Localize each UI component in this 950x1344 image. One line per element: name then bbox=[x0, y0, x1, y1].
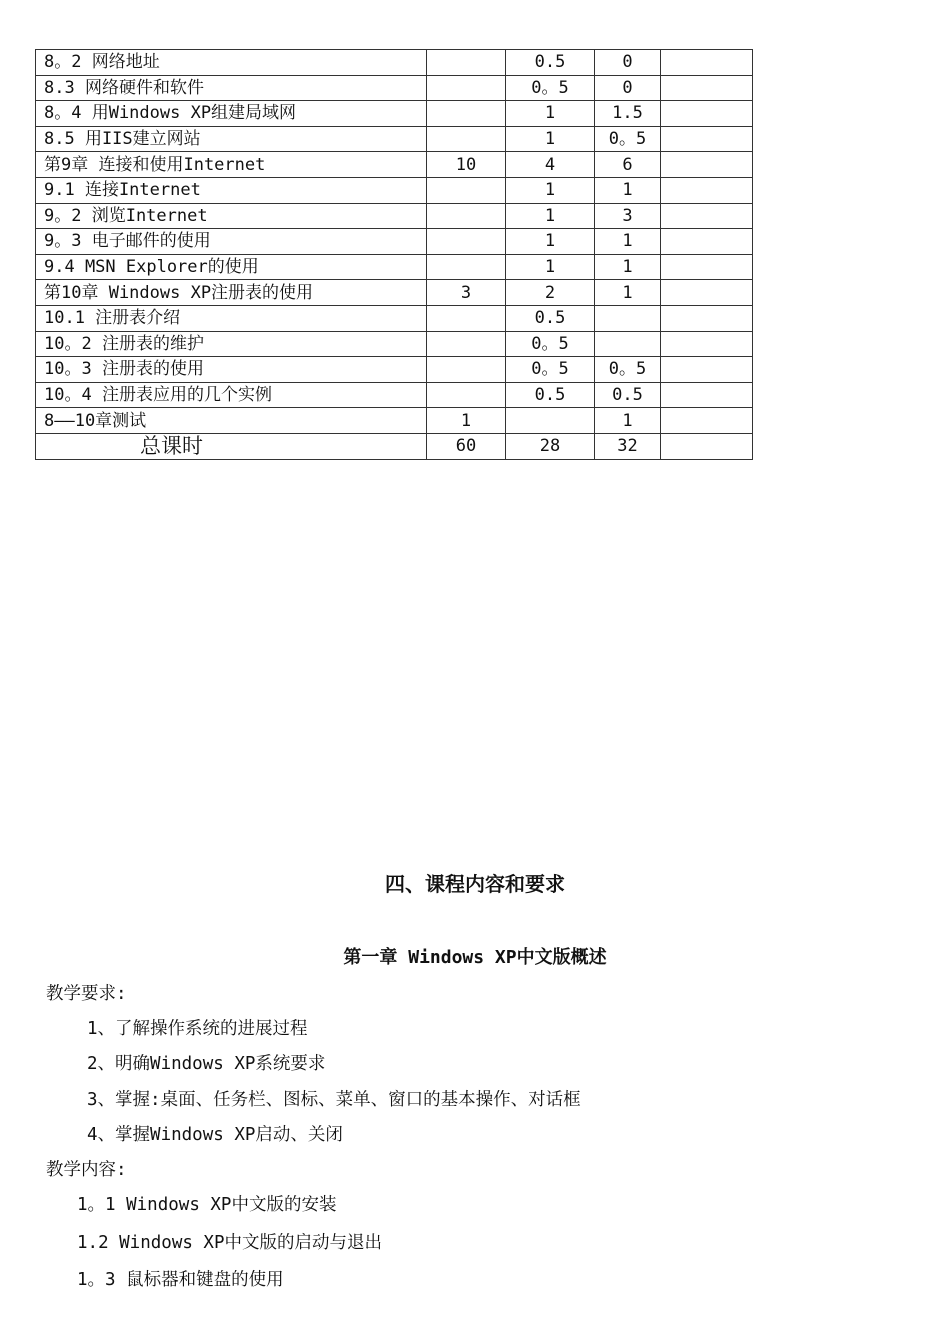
cell-name: 第9章 连接和使用Internet bbox=[36, 152, 427, 178]
cell-lecture: 4 bbox=[506, 152, 595, 178]
requirement-item: 3、掌握:桌面、任务栏、图标、菜单、窗口的基本操作、对话框 bbox=[87, 1090, 581, 1110]
table-row bbox=[36, 331, 753, 357]
table-row bbox=[36, 305, 753, 331]
table-row bbox=[36, 280, 753, 306]
cell-lecture: 1 bbox=[506, 203, 595, 229]
requirement-item: 4、掌握Windows XP启动、关闭 bbox=[87, 1125, 343, 1145]
cell-lab: 6 bbox=[595, 152, 661, 178]
cell-lab: 1 bbox=[595, 254, 661, 280]
cell-total bbox=[427, 254, 506, 280]
cell-name: 9。2 浏览Internet bbox=[36, 203, 427, 229]
content-item: 1。3 鼠标器和键盘的使用 bbox=[77, 1270, 284, 1290]
cell-extra bbox=[661, 75, 753, 101]
cell-extra bbox=[661, 280, 753, 306]
cell-extra bbox=[661, 331, 753, 357]
cell-extra bbox=[661, 50, 753, 76]
requirements-label: 教学要求: bbox=[46, 984, 127, 1004]
cell-lecture: 0.5 bbox=[506, 382, 595, 408]
cell-lab bbox=[595, 305, 661, 331]
cell-lecture: 0。5 bbox=[506, 331, 595, 357]
cell-total: 60 bbox=[427, 433, 506, 459]
table-row bbox=[36, 382, 753, 408]
cell-name: 9.1 连接Internet bbox=[36, 177, 427, 203]
cell-lab: 0。5 bbox=[595, 357, 661, 383]
cell-extra bbox=[661, 101, 753, 127]
content-label: 教学内容: bbox=[46, 1160, 127, 1180]
section-title: 四、课程内容和要求 bbox=[385, 872, 565, 896]
content-item: 1。1 Windows XP中文版的安装 bbox=[77, 1195, 337, 1215]
cell-total bbox=[427, 101, 506, 127]
cell-extra bbox=[661, 229, 753, 255]
cell-extra bbox=[661, 203, 753, 229]
cell-total bbox=[427, 382, 506, 408]
cell-total: 3 bbox=[427, 280, 506, 306]
cell-name: 总课时 bbox=[36, 433, 427, 459]
cell-total bbox=[427, 229, 506, 255]
cell-name: 第10章 Windows XP注册表的使用 bbox=[36, 280, 427, 306]
table-row bbox=[36, 152, 753, 178]
cell-total bbox=[427, 305, 506, 331]
cell-name: 10。4 注册表应用的几个实例 bbox=[36, 382, 427, 408]
table-row bbox=[36, 50, 753, 76]
cell-total bbox=[427, 177, 506, 203]
table-total-row bbox=[36, 433, 753, 459]
cell-total bbox=[427, 203, 506, 229]
cell-lecture: 28 bbox=[506, 433, 595, 459]
table-row bbox=[36, 126, 753, 152]
cell-lab: 1 bbox=[595, 280, 661, 306]
cell-lab: 1 bbox=[595, 408, 661, 434]
cell-lecture: 1 bbox=[506, 126, 595, 152]
cell-name: 9。3 电子邮件的使用 bbox=[36, 229, 427, 255]
cell-name: 8.3 网络硬件和软件 bbox=[36, 75, 427, 101]
table-row bbox=[36, 408, 753, 434]
cell-extra bbox=[661, 152, 753, 178]
table-row bbox=[36, 203, 753, 229]
cell-name: 8.5 用IIS建立网站 bbox=[36, 126, 427, 152]
requirement-item: 2、明确Windows XP系统要求 bbox=[87, 1054, 326, 1074]
cell-extra bbox=[661, 433, 753, 459]
cell-total bbox=[427, 75, 506, 101]
cell-total: 10 bbox=[427, 152, 506, 178]
cell-lecture: 0。5 bbox=[506, 75, 595, 101]
cell-lab: 3 bbox=[595, 203, 661, 229]
cell-extra bbox=[661, 408, 753, 434]
cell-lecture: 0.5 bbox=[506, 50, 595, 76]
table-row bbox=[36, 177, 753, 203]
cell-name: 10。2 注册表的维护 bbox=[36, 331, 427, 357]
cell-lab: 32 bbox=[595, 433, 661, 459]
cell-extra bbox=[661, 357, 753, 383]
cell-total bbox=[427, 50, 506, 76]
table-row bbox=[36, 101, 753, 127]
cell-lecture: 0.5 bbox=[506, 305, 595, 331]
cell-lab: 0 bbox=[595, 75, 661, 101]
cell-lecture: 1 bbox=[506, 177, 595, 203]
cell-total bbox=[427, 331, 506, 357]
cell-extra bbox=[661, 305, 753, 331]
table-row bbox=[36, 254, 753, 280]
cell-lecture: 1 bbox=[506, 101, 595, 127]
cell-lab: 1.5 bbox=[595, 101, 661, 127]
table-body bbox=[36, 50, 753, 460]
cell-lecture: 1 bbox=[506, 254, 595, 280]
cell-lecture bbox=[506, 408, 595, 434]
cell-lab: 0。5 bbox=[595, 126, 661, 152]
cell-lecture: 2 bbox=[506, 280, 595, 306]
cell-name: 8。4 用Windows XP组建局域网 bbox=[36, 101, 427, 127]
requirement-item: 1、了解操作系统的进展过程 bbox=[87, 1019, 308, 1039]
table-row bbox=[36, 357, 753, 383]
cell-lab: 0 bbox=[595, 50, 661, 76]
cell-lab: 1 bbox=[595, 177, 661, 203]
cell-name: 10.1 注册表介绍 bbox=[36, 305, 427, 331]
cell-total bbox=[427, 126, 506, 152]
cell-extra bbox=[661, 126, 753, 152]
cell-lab bbox=[595, 331, 661, 357]
cell-total bbox=[427, 357, 506, 383]
cell-name: 9.4 MSN Explorer的使用 bbox=[36, 254, 427, 280]
content-item: 1.2 Windows XP中文版的启动与退出 bbox=[77, 1233, 383, 1253]
cell-extra bbox=[661, 177, 753, 203]
cell-name: 10。3 注册表的使用 bbox=[36, 357, 427, 383]
table-row bbox=[36, 75, 753, 101]
cell-extra bbox=[661, 382, 753, 408]
cell-lab: 1 bbox=[595, 229, 661, 255]
cell-total: 1 bbox=[427, 408, 506, 434]
course-hours-table bbox=[35, 49, 753, 460]
cell-lecture: 1 bbox=[506, 229, 595, 255]
cell-name: 8。2 网络地址 bbox=[36, 50, 427, 76]
chapter-title: 第一章 Windows XP中文版概述 bbox=[343, 947, 607, 968]
cell-extra bbox=[661, 254, 753, 280]
cell-lecture: 0。5 bbox=[506, 357, 595, 383]
cell-lab: 0.5 bbox=[595, 382, 661, 408]
cell-name: 8——10章测试 bbox=[36, 408, 427, 434]
table-row bbox=[36, 229, 753, 255]
